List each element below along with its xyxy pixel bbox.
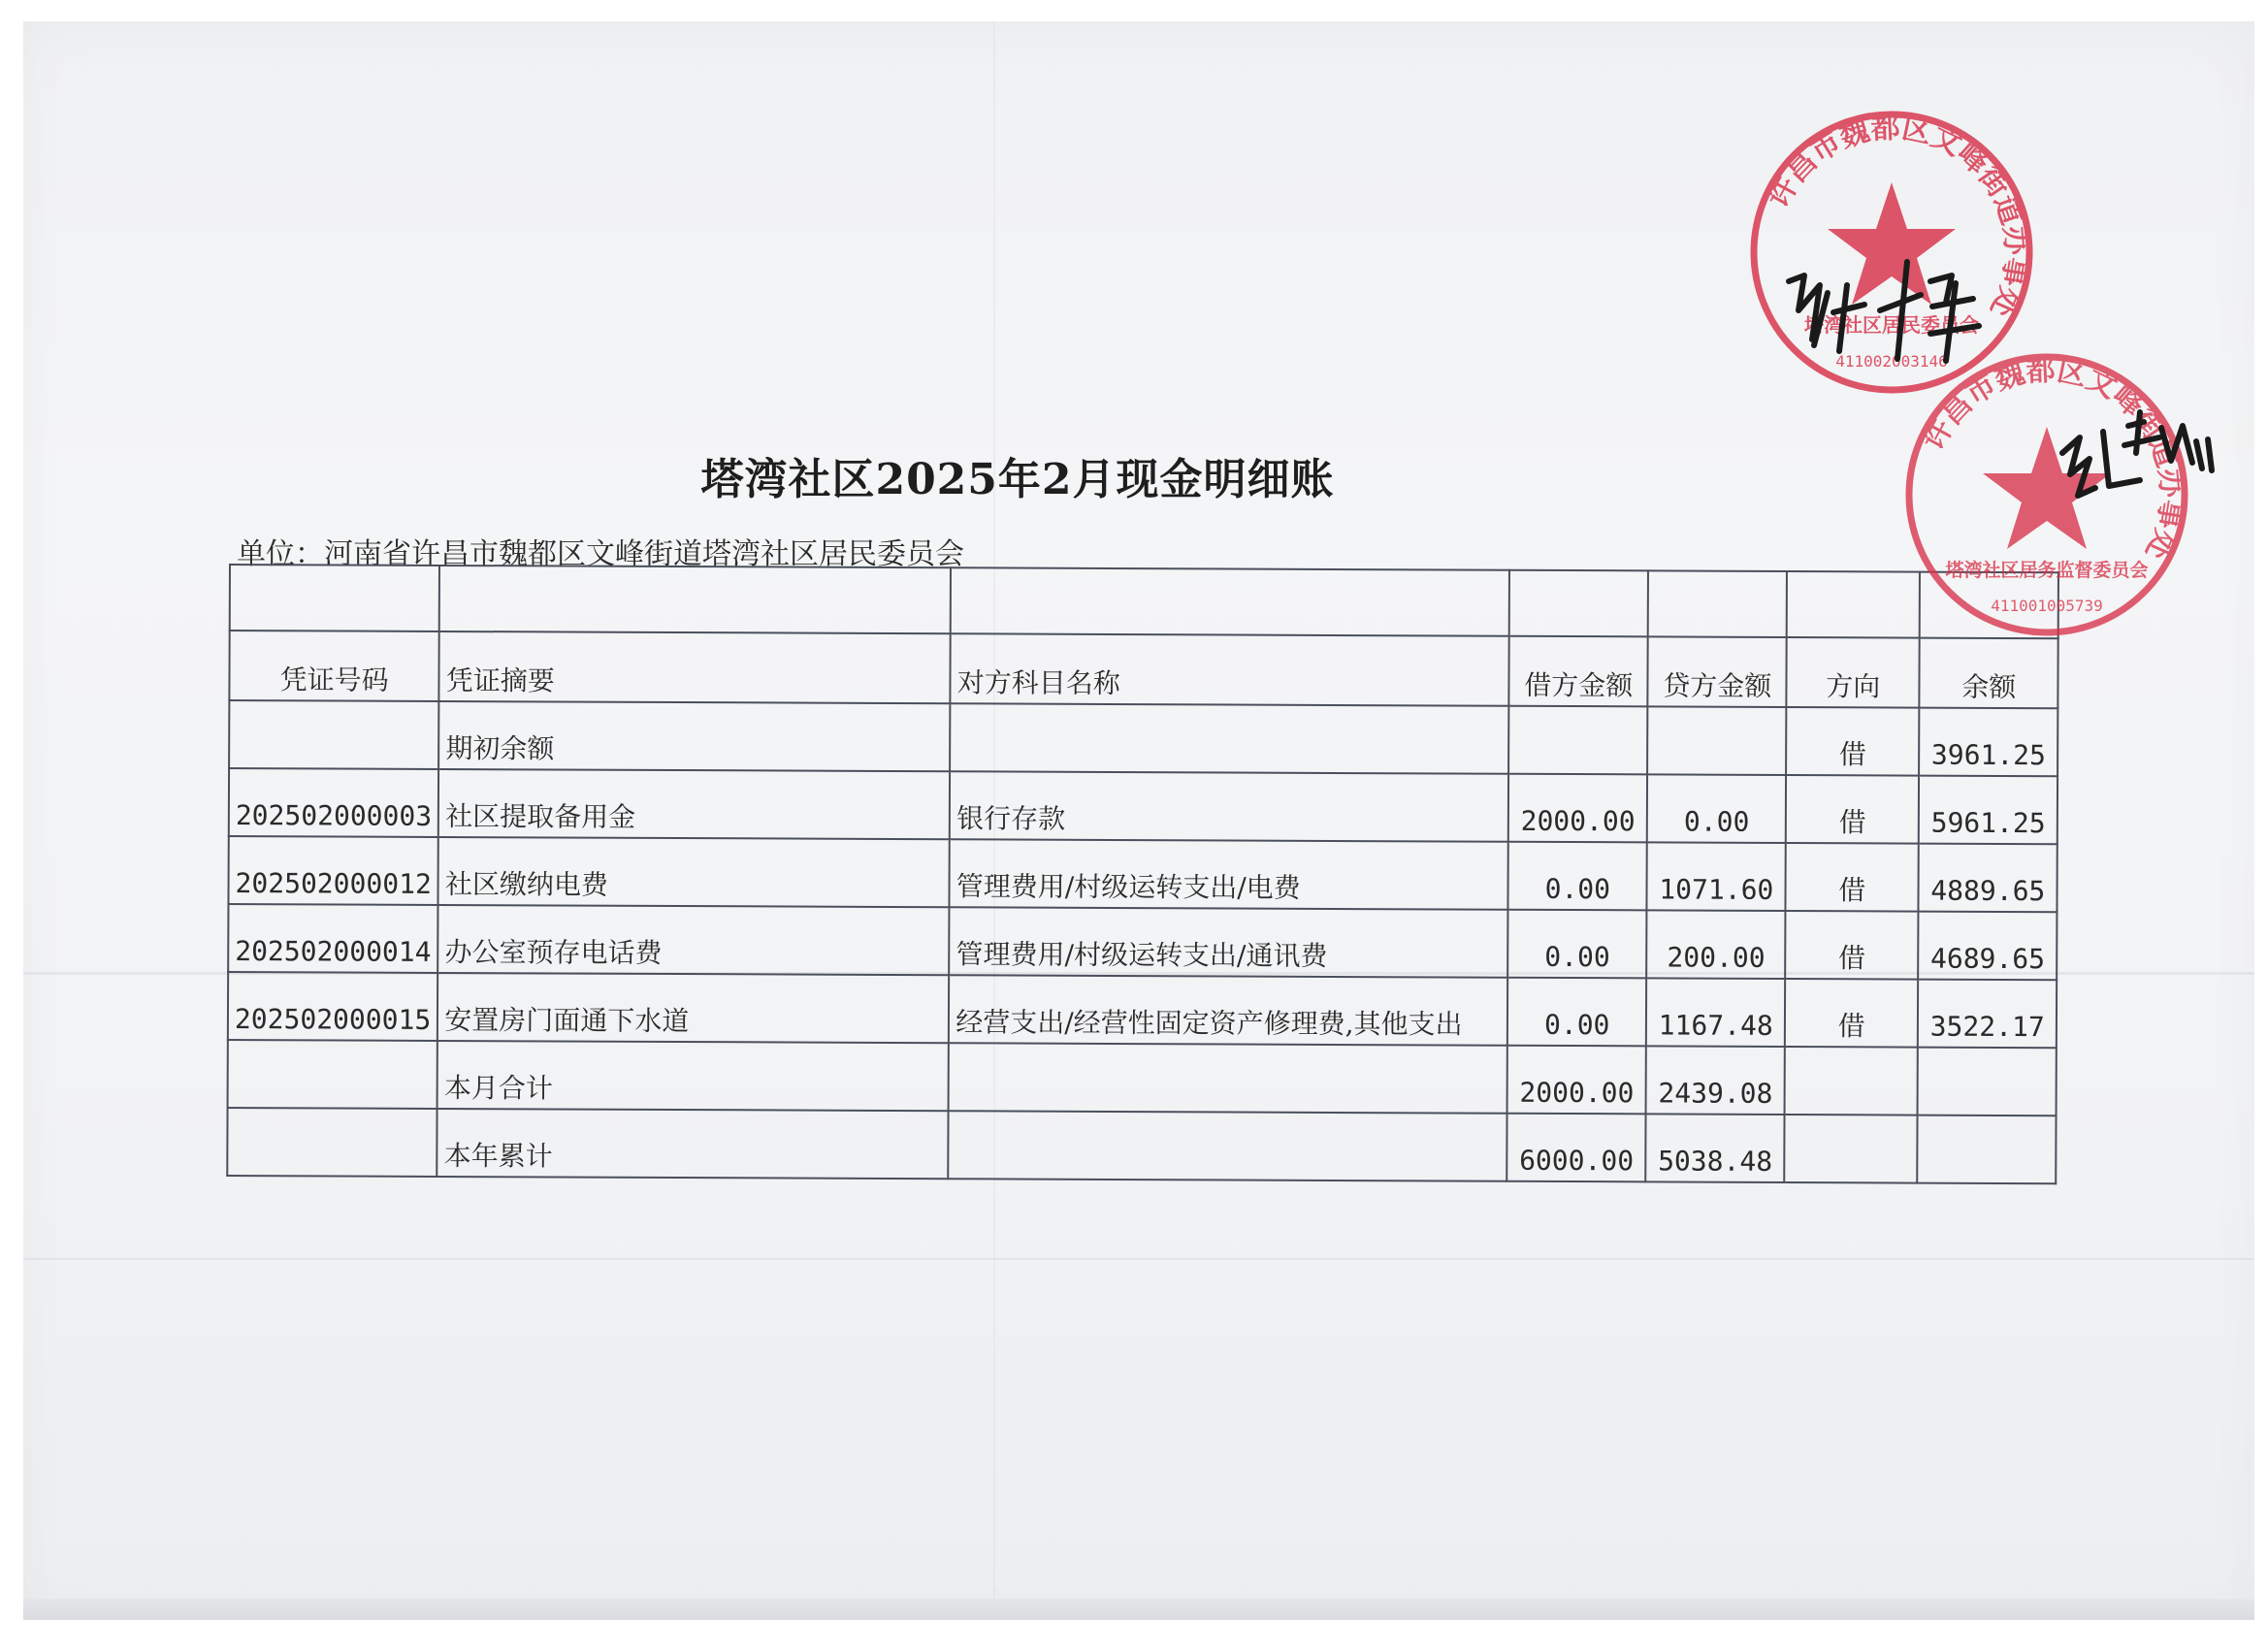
voucher-cell xyxy=(228,1040,438,1109)
debit-cell: 0.00 xyxy=(1508,842,1647,911)
debit-cell: 2000.00 xyxy=(1507,1046,1646,1115)
direction-cell xyxy=(1785,1047,1918,1116)
voucher-cell xyxy=(229,700,439,769)
debit-cell xyxy=(1508,706,1647,775)
balance-cell: 5961.25 xyxy=(1919,776,2057,845)
cash-ledger-table xyxy=(226,564,2059,1184)
blank-header-row xyxy=(230,565,2059,638)
table-row xyxy=(228,972,2057,1048)
balance-cell xyxy=(1918,1048,2057,1116)
balance-cell: 4889.65 xyxy=(1919,844,2057,913)
header-balance: 余额 xyxy=(1920,638,2058,709)
paper-crease xyxy=(23,1258,2254,1260)
table-row xyxy=(228,836,2057,912)
direction-cell: 借 xyxy=(1786,775,1919,844)
header-summary: 凭证摘要 xyxy=(439,631,951,703)
account-cell xyxy=(950,703,1508,774)
account-cell: 管理费用/村级运转支出/通讯费 xyxy=(949,907,1507,978)
seal-ring-text: 许昌市魏都区文峰街道办事处 xyxy=(1916,353,2188,566)
balance-cell: 3522.17 xyxy=(1918,980,2057,1049)
debit-cell: 2000.00 xyxy=(1508,774,1647,843)
document-title: 塔湾社区2025年2月现金明细账 xyxy=(700,455,1335,504)
summary-cell: 社区提取备用金 xyxy=(438,769,950,839)
balance-cell: 3961.25 xyxy=(1919,708,2057,777)
direction-cell: 借 xyxy=(1785,979,1918,1048)
credit-cell: 200.00 xyxy=(1646,910,1785,979)
header-row xyxy=(229,630,2058,708)
debit-cell: 0.00 xyxy=(1507,910,1646,979)
credit-cell xyxy=(1647,706,1786,775)
table-row xyxy=(227,1108,2057,1183)
balance-cell: 4689.65 xyxy=(1918,912,2057,981)
voucher-cell: 202502000012 xyxy=(228,836,438,905)
voucher-cell: 202502000015 xyxy=(228,972,438,1041)
unit-line: 单位：河南省许昌市魏都区文峰街道塔湾社区居民委员会 xyxy=(237,537,964,571)
credit-cell: 2439.08 xyxy=(1646,1046,1785,1115)
voucher-cell xyxy=(227,1108,437,1177)
seal-code: 411001005739 xyxy=(1991,597,2103,615)
header-voucher: 凭证号码 xyxy=(229,630,439,701)
debit-cell: 0.00 xyxy=(1507,978,1646,1047)
scan-bottom-edge xyxy=(23,1599,2254,1620)
credit-cell: 1167.48 xyxy=(1646,978,1785,1047)
header-credit: 贷方金额 xyxy=(1648,636,1787,707)
table-row xyxy=(229,700,2058,776)
direction-cell xyxy=(1785,1115,1918,1183)
summary-cell: 本年累计 xyxy=(437,1109,949,1179)
header-direction: 方向 xyxy=(1787,637,1920,708)
table-row xyxy=(229,768,2058,844)
signature-2 xyxy=(2047,403,2221,509)
seal-inner-text: 塔湾社区居民委员会 xyxy=(1804,313,1979,337)
summary-cell: 办公室预存电话费 xyxy=(437,905,949,975)
account-cell: 经营支出/经营性固定资产修理费,其他支出 xyxy=(949,975,1507,1046)
header-debit: 借方金额 xyxy=(1509,636,1648,707)
summary-cell: 期初余额 xyxy=(438,701,950,771)
summary-cell: 社区缴纳电费 xyxy=(438,837,950,907)
credit-cell: 0.00 xyxy=(1647,774,1786,843)
seal-ring-text: 许昌市魏都区文峰街道办事处 xyxy=(1761,111,2033,323)
seal-code: 411002003146 xyxy=(1835,352,1948,371)
voucher-cell: 202502000014 xyxy=(228,904,438,973)
credit-cell: 5038.48 xyxy=(1646,1114,1785,1182)
direction-cell: 借 xyxy=(1785,911,1918,980)
seal-inner-text: 塔湾社区居务监督委员会 xyxy=(1945,560,2149,581)
account-cell xyxy=(949,1111,1507,1181)
voucher-cell: 202502000003 xyxy=(229,768,439,837)
balance-cell xyxy=(1918,1116,2057,1184)
account-cell: 银行存款 xyxy=(950,771,1508,842)
signature-1 xyxy=(1775,242,1998,369)
header-account: 对方科目名称 xyxy=(951,633,1509,706)
direction-cell: 借 xyxy=(1786,707,1919,776)
summary-cell: 安置房门面通下水道 xyxy=(437,973,949,1043)
table-row xyxy=(228,1040,2057,1116)
credit-cell: 1071.60 xyxy=(1647,842,1786,911)
direction-cell: 借 xyxy=(1786,843,1919,912)
table-row xyxy=(228,904,2057,980)
summary-cell: 本月合计 xyxy=(437,1041,949,1111)
account-cell xyxy=(949,1043,1507,1114)
debit-cell: 6000.00 xyxy=(1507,1114,1646,1182)
account-cell: 管理费用/村级运转支出/电费 xyxy=(950,839,1508,910)
